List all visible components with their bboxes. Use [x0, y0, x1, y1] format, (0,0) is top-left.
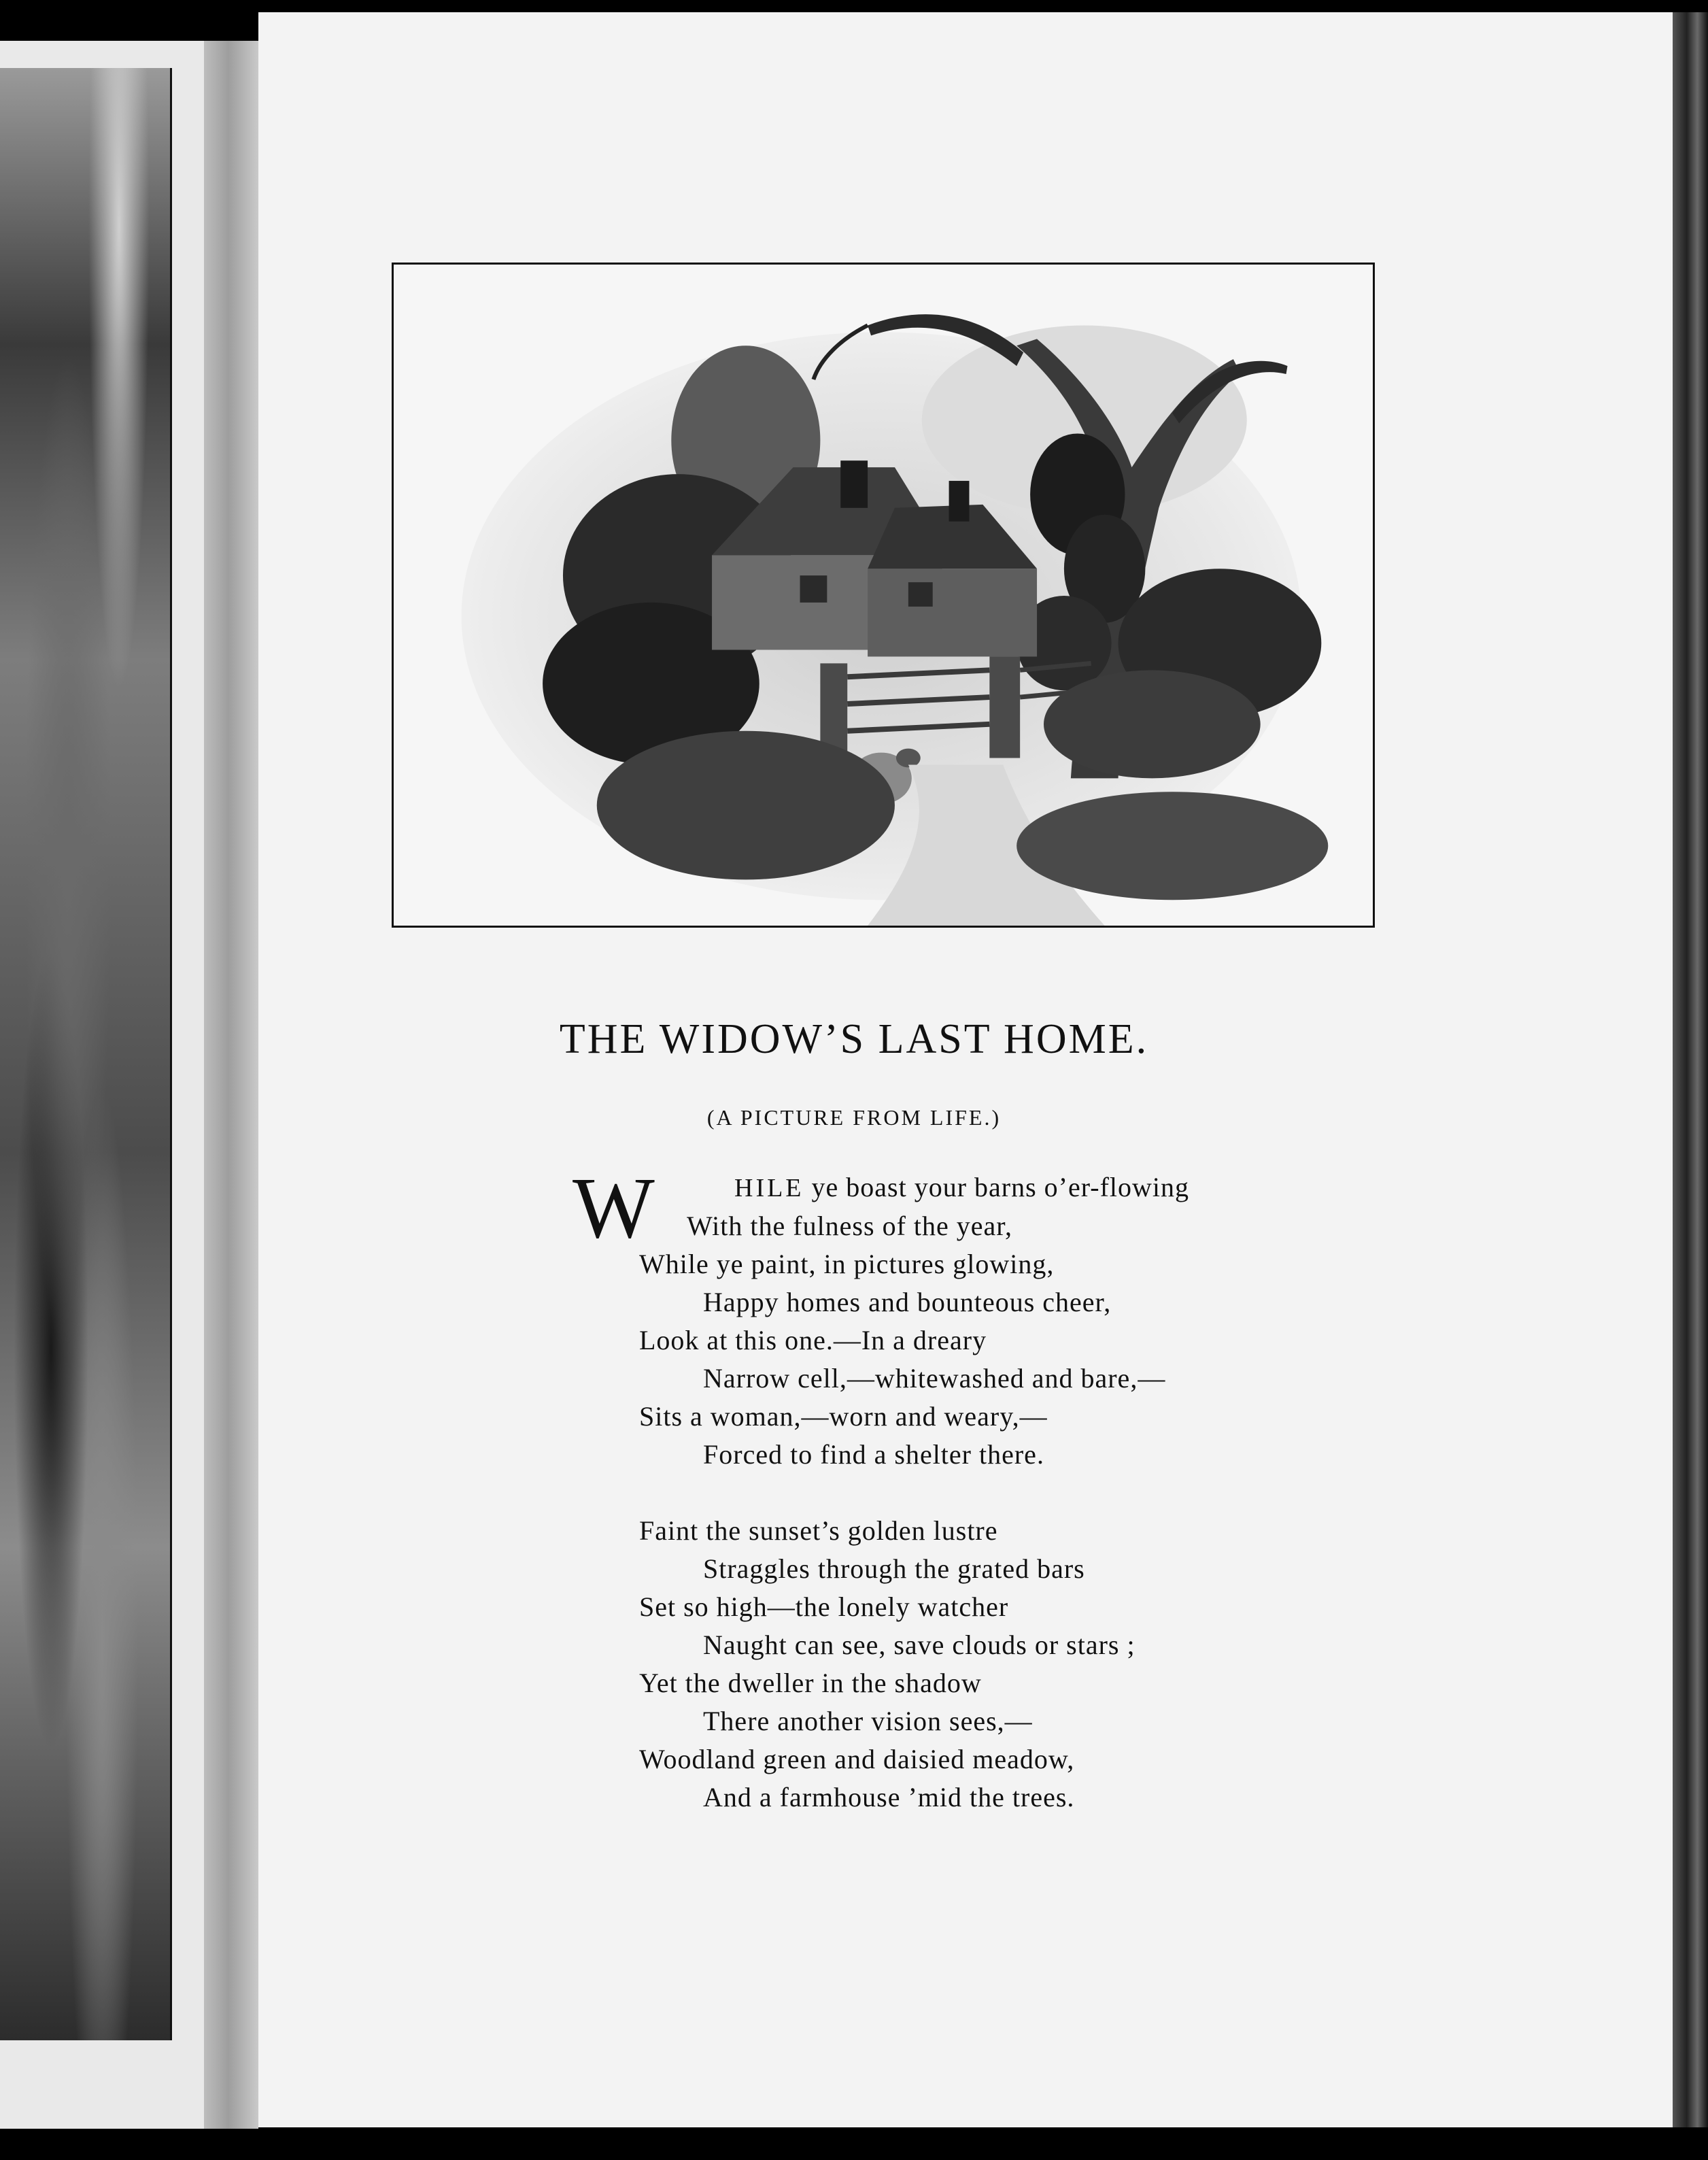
verse-line: Naught can see, save clouds or stars ; — [703, 1630, 1135, 1660]
verse-line: There another vision sees,— — [703, 1706, 1033, 1736]
verse-line-text: ye boast your barns o’er-flowing — [804, 1172, 1190, 1202]
verse-line: While ye paint, in pictures glowing, — [639, 1249, 1055, 1279]
cottage-engraving — [394, 265, 1373, 926]
stanza — [639, 1512, 1319, 1817]
verse-line: Woodland green and daisied meadow, — [639, 1744, 1075, 1774]
verse-line: Happy homes and bounteous cheer, — [703, 1287, 1112, 1317]
verse-line: Forced to find a shelter there. — [703, 1439, 1044, 1470]
verse-lead-word: HILE — [734, 1174, 804, 1202]
verse-line: Straggles through the grated bars — [703, 1553, 1085, 1584]
facing-page — [0, 41, 204, 2136]
poem-title: THE WIDOW’S LAST HOME. — [559, 1016, 1149, 1062]
verse-line: Faint the sunset’s golden lustre — [639, 1515, 998, 1546]
drop-cap: W — [573, 1160, 655, 1256]
page-edge — [1673, 12, 1708, 2127]
verse-line: Yet the dweller in the shadow — [639, 1668, 982, 1698]
poem-body — [639, 1168, 1319, 1817]
verse-line: With the fulness of the year, — [687, 1211, 1012, 1241]
stanza — [639, 1168, 1319, 1474]
verse-line: And a farmhouse ’mid the trees. — [703, 1782, 1075, 1812]
verse-line — [639, 1168, 1319, 1207]
scan-border — [0, 2129, 1708, 2160]
book-gutter — [204, 41, 258, 2136]
verse-line: Look at this one.—In a dreary — [639, 1325, 987, 1355]
verse-line: Narrow cell,—whitewashed and bare,— — [703, 1363, 1166, 1394]
poem-subtitle: (A PICTURE FROM LIFE.) — [706, 1105, 1002, 1130]
verse-line: Sits a woman,—worn and weary,— — [639, 1401, 1048, 1432]
cottage-illustration — [392, 263, 1375, 928]
verse-line: Set so high—the lonely watcher — [639, 1591, 1009, 1622]
